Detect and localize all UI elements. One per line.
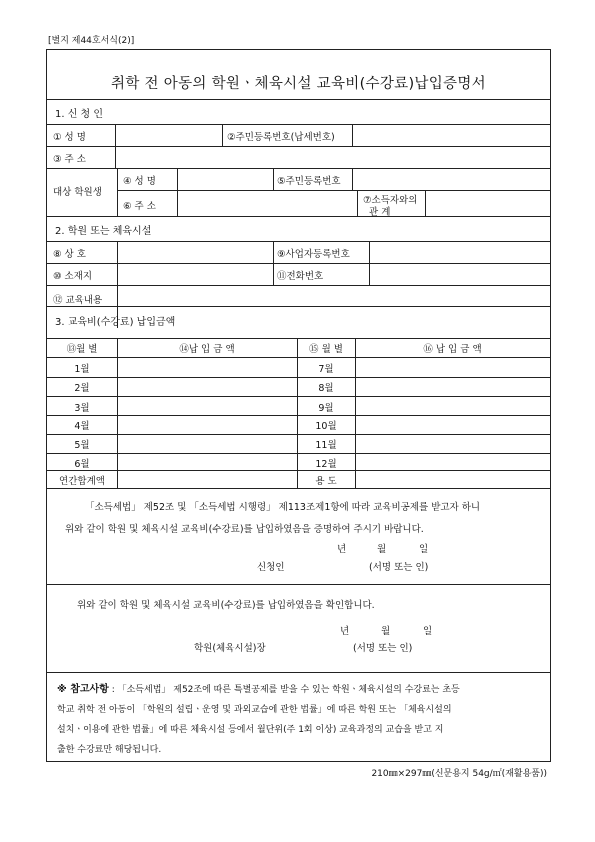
section-heading-applicant: 1. 신 청 인 xyxy=(55,109,104,120)
purpose-label: 용 도 xyxy=(315,476,337,487)
applicant-name-label: ① 성 명 xyxy=(53,132,86,143)
date-year-label: 년 xyxy=(337,544,347,555)
month-label: 11월 xyxy=(315,440,337,451)
divider xyxy=(47,672,550,673)
applicant-statement-line-1: 「소득세법」 제52조 및 「소득세법 시행령」 제113조제1항에 따라 교육비공제를 받고자 하니 xyxy=(85,502,481,513)
divider xyxy=(47,285,550,286)
note-line-2: 학교 취학 전 아동이 「학원의 설립ㆍ운영 및 과외교습에 관한 법률」에 따른 학원 또는 「체육시설의 xyxy=(57,705,452,715)
note-heading: ※ 참고사항 xyxy=(57,684,109,695)
month-label: 12월 xyxy=(315,459,337,470)
divider xyxy=(352,168,353,190)
month-label: 9월 xyxy=(318,403,334,414)
month-label: 4월 xyxy=(74,421,90,432)
date-month-label: 월 xyxy=(377,544,387,555)
section-heading-payment: 3. 교육비(수강료) 납입금액 xyxy=(55,317,176,328)
divider xyxy=(357,190,358,216)
divider xyxy=(47,584,550,585)
confirmation-statement: 위와 같이 학원 및 체육시설 교육비(수강료)를 납입하였음을 확인합니다. xyxy=(77,600,375,611)
divider xyxy=(47,338,550,339)
divider xyxy=(47,263,550,264)
divider xyxy=(47,453,550,454)
divider xyxy=(47,146,550,147)
divider xyxy=(117,338,118,476)
section-heading-institution: 2. 학원 또는 체육시설 xyxy=(55,226,152,237)
column-header-month: ⑬월 별 xyxy=(66,344,98,355)
divider xyxy=(47,377,550,378)
divider xyxy=(177,168,178,216)
date-day-label: 일 xyxy=(423,626,433,637)
divider xyxy=(47,168,550,169)
column-header-month-2: ⑮ 월 별 xyxy=(309,344,343,355)
child-rrn-label: ⑤주민등록번호 xyxy=(277,176,341,187)
applicant-rrn-label: ②주민등록번호(납세번호) xyxy=(227,132,335,143)
column-header-amount: ⑭납 입 금 액 xyxy=(179,344,235,355)
location-label: ⑩ 소재지 xyxy=(53,271,93,282)
divider xyxy=(47,306,550,307)
divider xyxy=(355,470,356,488)
divider xyxy=(47,434,550,435)
applicant-signature-note: (서명 또는 인) xyxy=(369,562,429,573)
relation-label-2: 관 계 xyxy=(369,207,391,218)
phone-label: ⑪전화번호 xyxy=(277,271,324,282)
divider xyxy=(222,124,223,146)
applicant-statement-line-2: 위와 같이 학원 및 체육시설 교육비(수강료)를 납입하였음을 증명하여 주시기 바랍니다. xyxy=(65,524,424,535)
divider xyxy=(47,470,550,471)
applicant-signer-label: 신청인 xyxy=(257,562,285,573)
divider xyxy=(117,470,118,488)
divider xyxy=(297,470,298,488)
paper-spec-footer: 210㎜×297㎜(신문용지 54g/㎡(재활용품)) xyxy=(371,769,547,779)
date-year-label: 년 xyxy=(340,626,350,637)
institution-head-label: 학원(체육시설)장 xyxy=(194,643,266,654)
date-month-label: 월 xyxy=(381,626,391,637)
trade-name-label: ⑧ 상 호 xyxy=(53,249,86,260)
month-label: 5월 xyxy=(74,440,90,451)
target-student-label: 대상 학원생 xyxy=(53,187,102,198)
form-title: 취학 전 아동의 학원ㆍ체육시설 교육비(수강료)납입증명서 xyxy=(111,76,486,92)
divider xyxy=(47,241,550,242)
child-address-label: ⑥ 주 소 xyxy=(123,201,156,212)
divider xyxy=(117,168,118,216)
divider xyxy=(355,338,356,476)
divider xyxy=(47,396,550,397)
divider xyxy=(425,190,426,216)
certificate-form xyxy=(46,49,551,762)
divider xyxy=(47,99,550,100)
month-label: 1월 xyxy=(74,364,90,375)
divider xyxy=(47,488,550,489)
divider xyxy=(352,124,353,146)
month-label: 7월 xyxy=(318,364,334,375)
note-line-3: 설치ㆍ이용에 관한 법률」에 따른 체육시설 등에서 월단위(주 1회 이상) 교육과정의 교습을 받고 지 xyxy=(57,725,444,735)
note-line-1: : 「소득세법」 제52조에 따른 특별공제를 받을 수 있는 학원ㆍ체육시설의 수강료는 초등 xyxy=(111,685,460,695)
business-number-label: ⑨사업자등록번호 xyxy=(277,249,350,260)
applicant-address-label: ③ 주 소 xyxy=(53,154,86,165)
month-label: 10월 xyxy=(315,421,337,432)
divider xyxy=(47,124,550,125)
month-label: 6월 xyxy=(74,459,90,470)
month-label: 3월 xyxy=(74,403,90,414)
divider xyxy=(47,357,550,358)
child-name-label: ④ 성 명 xyxy=(123,176,156,187)
reference-note xyxy=(57,680,540,760)
institution-signature-note: (서명 또는 인) xyxy=(353,643,413,654)
divider xyxy=(273,168,274,190)
form-number-label: [별지 제44호서식(2)] xyxy=(48,36,135,46)
date-day-label: 일 xyxy=(419,544,429,555)
divider xyxy=(117,190,550,191)
month-label: 8월 xyxy=(318,383,334,394)
month-label: 2월 xyxy=(74,383,90,394)
divider xyxy=(47,415,550,416)
annual-total-label: 연간합계액 xyxy=(59,476,105,487)
education-content-label: ⑫ 교육내용 xyxy=(53,295,103,306)
divider xyxy=(47,216,550,217)
note-line-4: 출한 수강료만 해당됩니다. xyxy=(57,745,162,755)
relation-label: ⑦소득자와의 xyxy=(363,195,418,206)
column-header-amount-2: ⑯ 납 입 금 액 xyxy=(423,344,482,355)
